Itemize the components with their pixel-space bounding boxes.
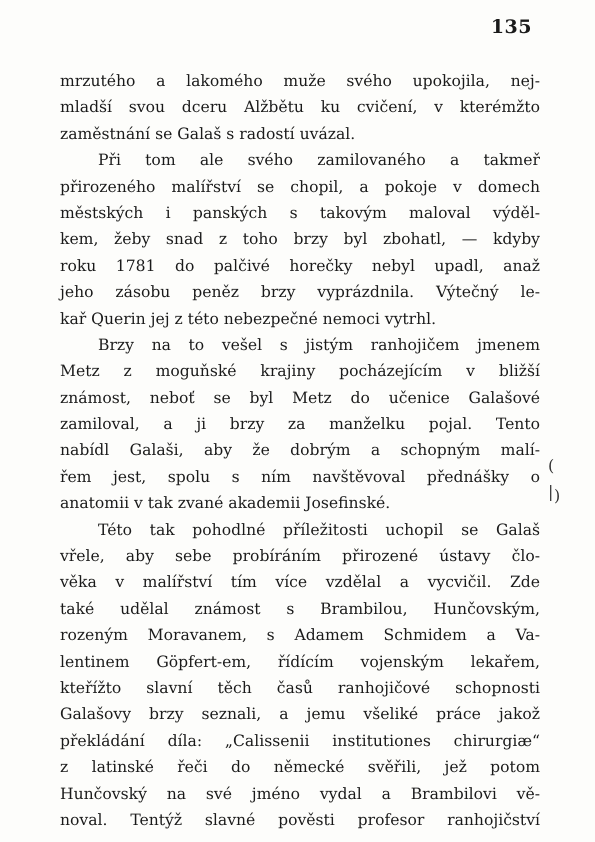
- text-line: Brzy na to vešel s jistým ranhojičem jmenem: [98, 335, 540, 354]
- text-line: noval. Tentýž slavné pověsti profesor ranhojičství: [60, 810, 540, 829]
- text-line: lentinem Göpfert-em, řídícím vojenským lekařem,: [60, 652, 540, 671]
- margin-mark: ): [554, 486, 561, 505]
- text-line: věka v malířství tím více vzdělal a vycvičil. Zde: [60, 573, 540, 592]
- text-line: Metz z moguňské krajiny pocházejícím v bližší: [60, 362, 540, 381]
- text-line: mladší svou dceru Alžbětu ku cvičení, v kterémžto: [60, 98, 540, 117]
- text-line: známost, neboť se byl Metz do učenice Galašové: [60, 388, 540, 407]
- text-line: vřele, aby sebe probíráním přirozené ústavy člo-: [60, 547, 540, 566]
- text-line: nabídl Galaši, aby že dobrým a schopným malí-: [60, 441, 540, 460]
- text-line: Této tak pohodlné příležitosti uchopil se Galaš: [98, 520, 540, 539]
- text-line: jeho zásobu peněz brzy vyprázdnila. Výtečný le-: [60, 283, 540, 302]
- text-line: kem, žeby snad z toho brzy byl zbohatl, — kdyby: [60, 230, 540, 249]
- text-line: anatomii v tak zvané akademii Josefinské.: [60, 494, 391, 513]
- text-line: kteřížto slavní těch časů ranhojičové schopnosti: [60, 678, 540, 697]
- page-number: 135: [490, 16, 532, 38]
- text-line: také udělal známost s Brambilou, Hunčovským,: [60, 599, 540, 618]
- body-text: [60, 68, 540, 833]
- text-line: zamiloval, a ji brzy za manželku pojal. Tento: [60, 415, 540, 434]
- text-line: přirozeného malířství se chopil, a pokoje v domech: [60, 177, 540, 196]
- text-line: městských i panských s takovým maloval výděl-: [60, 203, 540, 222]
- text-line: Hunčovský na své jméno vydal a Brambilovi vě-: [60, 784, 540, 803]
- text-line: překládání díla: „Calissenii institutiones chirurgiæ“: [60, 731, 540, 750]
- text-line: Galašovy brzy seznali, a jemu všeliké práce jakož: [60, 705, 540, 724]
- text-line: rozeným Moravanem, s Adamem Schmidem a Va-: [60, 626, 540, 645]
- text-line: zaměstnání se Galaš s radostí uvázal.: [60, 124, 356, 143]
- margin-mark: |: [548, 482, 554, 501]
- text-line: řem jest, spolu s ním navštěvoval přednášky o: [60, 467, 540, 486]
- text-line: Při tom ale svého zamilovaného a takmeř: [98, 151, 540, 170]
- text-line: z latinské řeči do německé svěřili, jež potom: [60, 758, 540, 777]
- text-line: mrzutého a lakomého muže svého upokojila, nej-: [60, 72, 540, 90]
- text-line: kař Querin jej z této nebezpečné nemoci vytrhl.: [60, 309, 437, 328]
- margin-mark: (: [548, 456, 555, 475]
- text-line: roku 1781 do palčivé horečky nebyl upadl, anaž: [60, 256, 540, 275]
